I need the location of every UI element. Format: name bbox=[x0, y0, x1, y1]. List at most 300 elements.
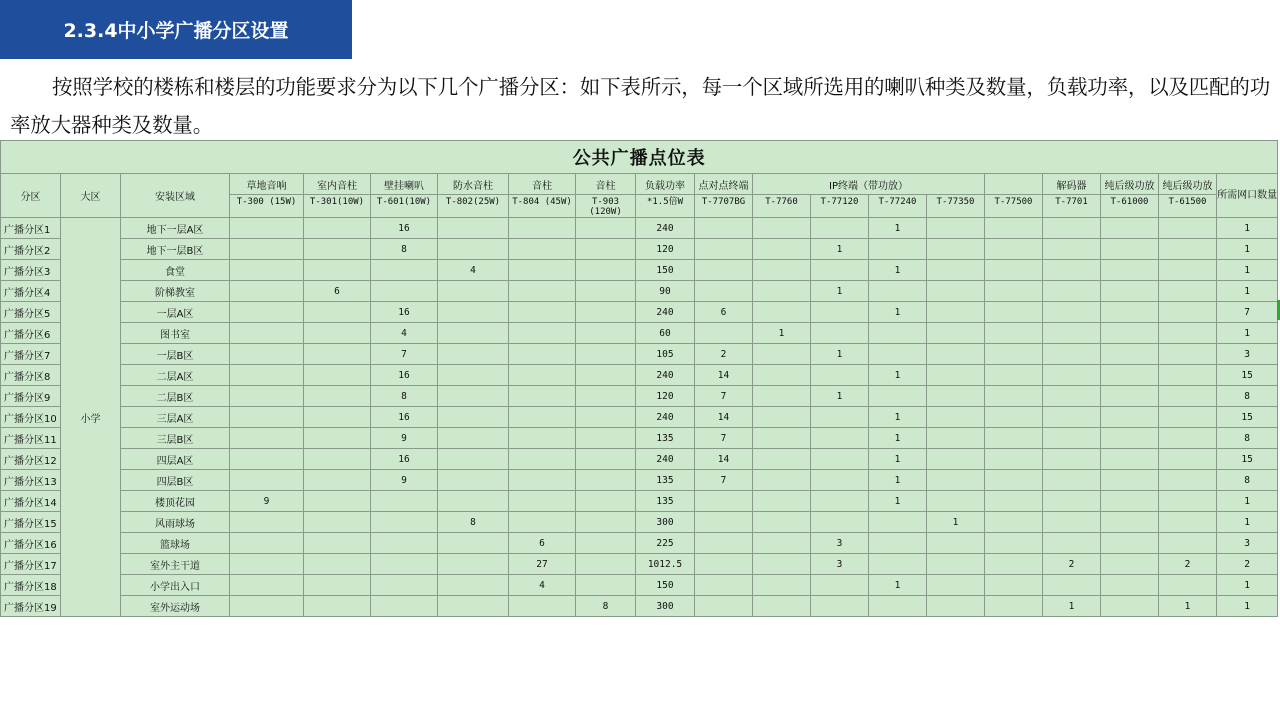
data-cell bbox=[811, 218, 869, 239]
ports-cell: 1 bbox=[1217, 575, 1278, 596]
data-cell: 1 bbox=[869, 449, 927, 470]
table-row bbox=[1, 323, 1278, 344]
data-cell bbox=[811, 596, 869, 617]
data-cell bbox=[304, 260, 371, 281]
area-cell: 三层B区 bbox=[121, 428, 230, 449]
data-cell bbox=[1043, 575, 1101, 596]
partition-cell: 广播分区12 bbox=[1, 449, 61, 470]
data-cell bbox=[304, 302, 371, 323]
data-cell bbox=[438, 344, 509, 365]
table-row bbox=[1, 533, 1278, 554]
data-cell bbox=[230, 323, 304, 344]
data-cell bbox=[1043, 218, 1101, 239]
data-cell bbox=[753, 260, 811, 281]
data-cell bbox=[927, 554, 985, 575]
partition-cell: 广播分区7 bbox=[1, 344, 61, 365]
table-row bbox=[1, 449, 1278, 470]
data-cell bbox=[304, 344, 371, 365]
data-cell bbox=[1101, 344, 1159, 365]
partition-cell: 广播分区2 bbox=[1, 239, 61, 260]
data-cell bbox=[576, 344, 636, 365]
data-cell bbox=[811, 428, 869, 449]
data-cell bbox=[438, 533, 509, 554]
data-cell bbox=[1159, 344, 1217, 365]
ports-cell: 1 bbox=[1217, 239, 1278, 260]
data-cell bbox=[304, 239, 371, 260]
data-cell bbox=[371, 596, 438, 617]
data-cell bbox=[1159, 575, 1217, 596]
data-cell bbox=[1043, 239, 1101, 260]
data-cell bbox=[753, 575, 811, 596]
data-cell bbox=[753, 302, 811, 323]
data-cell bbox=[1159, 407, 1217, 428]
data-cell bbox=[1159, 302, 1217, 323]
data-cell bbox=[304, 491, 371, 512]
data-cell bbox=[1101, 302, 1159, 323]
data-cell: 2 bbox=[1043, 554, 1101, 575]
data-cell bbox=[509, 344, 576, 365]
partition-cell: 广播分区15 bbox=[1, 512, 61, 533]
data-cell: 1 bbox=[869, 428, 927, 449]
data-cell bbox=[371, 575, 438, 596]
data-cell bbox=[695, 239, 753, 260]
data-cell: 7 bbox=[695, 470, 753, 491]
data-cell bbox=[1101, 470, 1159, 491]
data-cell bbox=[1043, 407, 1101, 428]
data-cell bbox=[695, 533, 753, 554]
ports-cell: 1 bbox=[1217, 512, 1278, 533]
ports-cell: 3 bbox=[1217, 533, 1278, 554]
area-cell: 地下一层B区 bbox=[121, 239, 230, 260]
header-model: T-7707BG bbox=[695, 195, 753, 218]
data-cell bbox=[753, 554, 811, 575]
header-group: 纯后级功放 bbox=[1101, 174, 1159, 195]
data-cell bbox=[985, 575, 1043, 596]
data-cell: 1 bbox=[869, 218, 927, 239]
table-row bbox=[1, 491, 1278, 512]
data-cell bbox=[509, 386, 576, 407]
data-cell: 16 bbox=[371, 302, 438, 323]
data-cell: 1 bbox=[1159, 596, 1217, 617]
table-row bbox=[1, 428, 1278, 449]
data-cell bbox=[304, 512, 371, 533]
data-cell bbox=[576, 260, 636, 281]
data-cell bbox=[695, 491, 753, 512]
data-cell: 300 bbox=[636, 596, 695, 617]
data-cell bbox=[1101, 281, 1159, 302]
data-cell bbox=[985, 302, 1043, 323]
table-row bbox=[1, 281, 1278, 302]
header-model: T-300 (15W) bbox=[230, 195, 304, 218]
data-cell bbox=[230, 575, 304, 596]
data-cell bbox=[1101, 491, 1159, 512]
data-cell: 9 bbox=[371, 428, 438, 449]
data-cell bbox=[230, 344, 304, 365]
data-cell bbox=[927, 596, 985, 617]
data-cell: 4 bbox=[371, 323, 438, 344]
data-cell bbox=[927, 575, 985, 596]
data-cell bbox=[753, 407, 811, 428]
data-cell bbox=[1043, 323, 1101, 344]
data-cell bbox=[230, 281, 304, 302]
data-cell bbox=[927, 302, 985, 323]
data-cell bbox=[438, 323, 509, 344]
area-cell: 一层A区 bbox=[121, 302, 230, 323]
data-cell: 240 bbox=[636, 407, 695, 428]
data-cell: 1 bbox=[811, 386, 869, 407]
partition-cell: 广播分区18 bbox=[1, 575, 61, 596]
data-cell bbox=[753, 344, 811, 365]
ports-cell: 15 bbox=[1217, 449, 1278, 470]
data-cell bbox=[869, 323, 927, 344]
data-cell bbox=[1043, 470, 1101, 491]
data-cell: 4 bbox=[438, 260, 509, 281]
data-cell bbox=[811, 470, 869, 491]
data-cell bbox=[927, 449, 985, 470]
area-cell: 室外主干道 bbox=[121, 554, 230, 575]
data-cell bbox=[985, 407, 1043, 428]
data-cell bbox=[230, 260, 304, 281]
data-cell bbox=[304, 575, 371, 596]
header-group: 室内音柱 bbox=[304, 174, 371, 195]
table-row bbox=[1, 218, 1278, 239]
data-cell: 16 bbox=[371, 407, 438, 428]
data-cell bbox=[753, 470, 811, 491]
data-cell bbox=[695, 596, 753, 617]
header-group: 负载功率 bbox=[636, 174, 695, 195]
data-cell bbox=[230, 470, 304, 491]
data-cell: 2 bbox=[1159, 554, 1217, 575]
table-row bbox=[1, 365, 1278, 386]
header-group: 草地音响 bbox=[230, 174, 304, 195]
data-cell bbox=[1159, 428, 1217, 449]
data-cell bbox=[371, 281, 438, 302]
data-cell bbox=[576, 407, 636, 428]
data-cell bbox=[1043, 281, 1101, 302]
data-cell bbox=[1043, 386, 1101, 407]
data-cell bbox=[1159, 260, 1217, 281]
header-model: T-804 (45W) bbox=[509, 195, 576, 218]
data-cell bbox=[1101, 407, 1159, 428]
ports-cell: 1 bbox=[1217, 491, 1278, 512]
region-cell: 小学 bbox=[61, 218, 121, 617]
data-cell: 6 bbox=[304, 281, 371, 302]
data-cell: 225 bbox=[636, 533, 695, 554]
data-cell bbox=[576, 449, 636, 470]
data-cell bbox=[371, 554, 438, 575]
ports-cell: 1 bbox=[1217, 596, 1278, 617]
data-cell bbox=[509, 323, 576, 344]
data-cell bbox=[230, 302, 304, 323]
partition-cell: 广播分区1 bbox=[1, 218, 61, 239]
table-row bbox=[1, 575, 1278, 596]
data-cell bbox=[985, 449, 1043, 470]
data-cell bbox=[509, 302, 576, 323]
data-cell bbox=[985, 428, 1043, 449]
data-cell: 14 bbox=[695, 365, 753, 386]
data-cell: 14 bbox=[695, 407, 753, 428]
data-cell bbox=[576, 218, 636, 239]
header-ports: 所需网口数量 bbox=[1217, 174, 1278, 218]
partition-cell: 广播分区4 bbox=[1, 281, 61, 302]
data-cell bbox=[985, 218, 1043, 239]
area-cell: 图书室 bbox=[121, 323, 230, 344]
data-cell bbox=[304, 533, 371, 554]
data-cell bbox=[811, 407, 869, 428]
data-cell bbox=[230, 449, 304, 470]
data-cell bbox=[811, 365, 869, 386]
area-cell: 地下一层A区 bbox=[121, 218, 230, 239]
data-cell bbox=[371, 512, 438, 533]
data-cell bbox=[985, 596, 1043, 617]
area-cell: 二层A区 bbox=[121, 365, 230, 386]
data-cell bbox=[1159, 449, 1217, 470]
table-row bbox=[1, 302, 1278, 323]
data-cell bbox=[753, 386, 811, 407]
data-cell: 120 bbox=[636, 386, 695, 407]
data-cell: 120 bbox=[636, 239, 695, 260]
data-cell bbox=[985, 281, 1043, 302]
ports-cell: 7 bbox=[1217, 302, 1278, 323]
data-cell bbox=[230, 239, 304, 260]
partition-cell: 广播分区13 bbox=[1, 470, 61, 491]
header-group: 壁挂喇叭 bbox=[371, 174, 438, 195]
data-cell bbox=[509, 260, 576, 281]
header-model: T-61000 bbox=[1101, 195, 1159, 218]
data-cell bbox=[985, 554, 1043, 575]
data-cell bbox=[576, 533, 636, 554]
data-cell bbox=[927, 470, 985, 491]
data-cell bbox=[1101, 449, 1159, 470]
data-cell bbox=[985, 239, 1043, 260]
data-cell bbox=[1159, 386, 1217, 407]
data-cell bbox=[576, 386, 636, 407]
data-cell bbox=[927, 428, 985, 449]
header-model: T-77120 bbox=[811, 195, 869, 218]
data-cell bbox=[1043, 449, 1101, 470]
data-cell: 1 bbox=[753, 323, 811, 344]
data-cell bbox=[576, 470, 636, 491]
data-cell bbox=[869, 386, 927, 407]
data-cell bbox=[1159, 491, 1217, 512]
header-model: T-77240 bbox=[869, 195, 927, 218]
data-cell: 2 bbox=[695, 344, 753, 365]
data-cell bbox=[869, 512, 927, 533]
data-cell bbox=[927, 386, 985, 407]
table-header-row bbox=[1, 174, 1278, 195]
data-cell bbox=[927, 281, 985, 302]
data-cell bbox=[509, 281, 576, 302]
partition-cell: 广播分区16 bbox=[1, 533, 61, 554]
data-cell bbox=[753, 512, 811, 533]
data-cell bbox=[230, 428, 304, 449]
header-group: 纯后级功放 bbox=[1159, 174, 1217, 195]
data-cell bbox=[371, 260, 438, 281]
data-cell bbox=[304, 428, 371, 449]
data-cell bbox=[811, 512, 869, 533]
header-group: 解码器 bbox=[1043, 174, 1101, 195]
data-cell bbox=[695, 575, 753, 596]
data-cell bbox=[1043, 428, 1101, 449]
table-row bbox=[1, 260, 1278, 281]
data-cell: 1 bbox=[869, 575, 927, 596]
ports-cell: 1 bbox=[1217, 260, 1278, 281]
data-cell bbox=[438, 428, 509, 449]
data-cell bbox=[438, 491, 509, 512]
data-cell: 4 bbox=[509, 575, 576, 596]
header-model: T-601(10W) bbox=[371, 195, 438, 218]
data-cell bbox=[753, 449, 811, 470]
partition-cell: 广播分区14 bbox=[1, 491, 61, 512]
data-cell bbox=[985, 470, 1043, 491]
data-cell bbox=[1159, 512, 1217, 533]
data-cell bbox=[576, 428, 636, 449]
data-cell bbox=[509, 596, 576, 617]
data-cell bbox=[576, 491, 636, 512]
header-model: *1.5倍W bbox=[636, 195, 695, 218]
data-cell bbox=[438, 239, 509, 260]
data-cell bbox=[304, 407, 371, 428]
data-cell bbox=[304, 596, 371, 617]
header-group: 音柱 bbox=[509, 174, 576, 195]
data-cell bbox=[927, 218, 985, 239]
table-row bbox=[1, 407, 1278, 428]
partition-cell: 广播分区19 bbox=[1, 596, 61, 617]
data-cell bbox=[509, 470, 576, 491]
data-cell bbox=[869, 596, 927, 617]
section-title: 2.3.4中小学广播分区设置 bbox=[63, 20, 289, 42]
ports-cell: 15 bbox=[1217, 365, 1278, 386]
data-cell bbox=[927, 407, 985, 428]
table-caption: 公共广播点位表 bbox=[1, 141, 1278, 174]
data-cell bbox=[985, 344, 1043, 365]
area-cell: 食堂 bbox=[121, 260, 230, 281]
data-cell bbox=[1159, 281, 1217, 302]
data-cell bbox=[438, 449, 509, 470]
data-cell: 240 bbox=[636, 449, 695, 470]
data-cell bbox=[304, 470, 371, 491]
data-cell bbox=[1159, 470, 1217, 491]
data-cell bbox=[695, 323, 753, 344]
data-cell bbox=[753, 533, 811, 554]
data-cell bbox=[1101, 533, 1159, 554]
area-cell: 四层A区 bbox=[121, 449, 230, 470]
data-cell: 7 bbox=[371, 344, 438, 365]
partition-cell: 广播分区11 bbox=[1, 428, 61, 449]
data-cell bbox=[1101, 596, 1159, 617]
ports-cell: 3 bbox=[1217, 344, 1278, 365]
table-row bbox=[1, 239, 1278, 260]
data-cell: 6 bbox=[695, 302, 753, 323]
data-cell bbox=[927, 239, 985, 260]
data-cell bbox=[927, 260, 985, 281]
data-cell: 6 bbox=[509, 533, 576, 554]
partition-cell: 广播分区9 bbox=[1, 386, 61, 407]
data-cell: 7 bbox=[695, 428, 753, 449]
header-model: T-61500 bbox=[1159, 195, 1217, 218]
table-row bbox=[1, 470, 1278, 491]
header-model: T-77500 bbox=[985, 195, 1043, 218]
data-cell: 135 bbox=[636, 491, 695, 512]
data-cell bbox=[1101, 512, 1159, 533]
data-cell: 7 bbox=[695, 386, 753, 407]
data-cell bbox=[695, 260, 753, 281]
header-model: T-903 (120W) bbox=[576, 195, 636, 218]
ports-cell: 1 bbox=[1217, 218, 1278, 239]
data-cell bbox=[1159, 239, 1217, 260]
data-cell bbox=[985, 533, 1043, 554]
data-cell bbox=[1043, 512, 1101, 533]
partition-cell: 广播分区17 bbox=[1, 554, 61, 575]
data-cell bbox=[869, 281, 927, 302]
data-cell: 16 bbox=[371, 449, 438, 470]
data-cell bbox=[753, 428, 811, 449]
data-cell: 1 bbox=[869, 470, 927, 491]
table-row bbox=[1, 554, 1278, 575]
intro-paragraph: 按照学校的楼栋和楼层的功能要求分为以下几个广播分区：如下表所示，每一个区域所选用的喇叭种类及数量，负载功率，以及匹配的功率放大器种类及数量。 bbox=[10, 75, 1270, 137]
area-cell: 楼顶花园 bbox=[121, 491, 230, 512]
data-cell bbox=[869, 239, 927, 260]
data-cell: 3 bbox=[811, 533, 869, 554]
data-cell bbox=[371, 491, 438, 512]
data-cell: 9 bbox=[230, 491, 304, 512]
data-cell bbox=[509, 512, 576, 533]
data-cell bbox=[230, 533, 304, 554]
data-cell bbox=[509, 407, 576, 428]
data-cell bbox=[304, 449, 371, 470]
data-cell bbox=[1101, 575, 1159, 596]
data-cell bbox=[1101, 239, 1159, 260]
data-cell bbox=[753, 281, 811, 302]
data-cell bbox=[576, 365, 636, 386]
data-cell bbox=[230, 554, 304, 575]
data-cell bbox=[438, 302, 509, 323]
table-row bbox=[1, 344, 1278, 365]
partition-cell: 广播分区5 bbox=[1, 302, 61, 323]
data-cell bbox=[695, 554, 753, 575]
partition-cell: 广播分区3 bbox=[1, 260, 61, 281]
header-group: 音柱 bbox=[576, 174, 636, 195]
area-cell: 一层B区 bbox=[121, 344, 230, 365]
data-cell bbox=[985, 386, 1043, 407]
ports-cell: 2 bbox=[1217, 554, 1278, 575]
ports-cell: 1 bbox=[1217, 323, 1278, 344]
data-cell: 1 bbox=[811, 281, 869, 302]
data-cell bbox=[753, 239, 811, 260]
data-cell bbox=[230, 596, 304, 617]
data-cell: 240 bbox=[636, 302, 695, 323]
data-cell: 1 bbox=[1043, 596, 1101, 617]
data-cell bbox=[509, 365, 576, 386]
data-cell bbox=[869, 344, 927, 365]
data-cell bbox=[1159, 323, 1217, 344]
area-cell: 三层A区 bbox=[121, 407, 230, 428]
data-cell bbox=[230, 512, 304, 533]
data-cell bbox=[985, 491, 1043, 512]
data-cell: 60 bbox=[636, 323, 695, 344]
data-cell: 14 bbox=[695, 449, 753, 470]
data-cell bbox=[438, 470, 509, 491]
table-caption-row bbox=[1, 141, 1278, 174]
data-cell bbox=[811, 260, 869, 281]
broadcast-point-table bbox=[0, 140, 1278, 617]
data-cell: 1 bbox=[869, 302, 927, 323]
data-cell bbox=[304, 218, 371, 239]
data-cell bbox=[811, 302, 869, 323]
data-cell bbox=[1101, 386, 1159, 407]
data-cell bbox=[753, 365, 811, 386]
header-model: T-301(10W) bbox=[304, 195, 371, 218]
